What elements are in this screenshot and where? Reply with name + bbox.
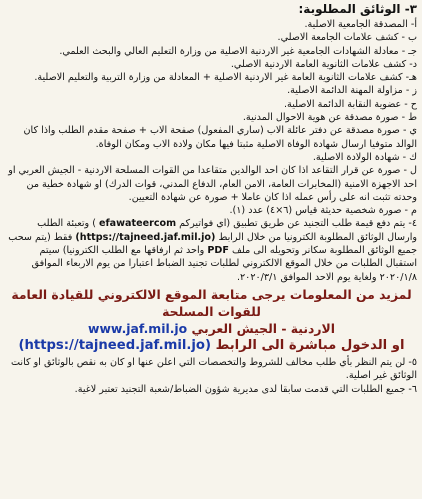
document-item: ل - صورة عن قرار التقاعد اذا كان احد الوالدين متقاعدا من القوات المسلحة الاردنية - الجيش العربي او احد الاجهزة الامنية (المخابرات العامة، الامن العام، الدفاع المدني، قوات الدرك) او شهادة خطية من وحدته تثبت انه على رأس عمله اذا كان عاملا + صورة عن شهادة التعيين. [8,165,417,203]
tajneed-banner-link[interactable]: (https://tajneed.jaf.mil.jo) [18,337,211,353]
document-item: د- كشف علامات الثانوية العامة الاردنية الاصلي. [230,58,417,70]
document-item: أ- المصدقة الجامعية الاصلية. [304,19,417,30]
document-item: ز - مزاولة المهنة الدائمة الاصلية. [287,85,417,97]
document-item: ب - كشف علامات الجامعة الاصلي. [277,32,417,44]
document-item: هـ- كشف علامات الثانوية العامة غير الاردنية الاصلية + المعادلة من وزارة التربية والتعليم الاصلية. [34,72,417,84]
step4-continuation: فقط (يتم سحب جميع الوثائق المطلوبة سكانر وتحويله الى ملف [8,231,417,257]
banner-army-name: الاردنية - الجيش العربي [191,320,335,336]
note-item: ٦- جميع الطلبات التي قدمت سابقا لدى مديرية شؤون الضباط/شعبة التجنيد تعتبر لاغية. [74,383,417,395]
step4-rest: واحد ثم ارفاقها مع الطلب الكترونيا) سيتم استقبال الطلبات من خلال الموقع الالكتروني لطلبات تجنيد الضباط اعتبارا من يوم الاربعاء الموافق ٢٠٢٠/١/٨ ولغاية يوم الاحد الموافق ٢٠٢٠/٣/١. [31,245,417,283]
step4-intro: ٤- يتم دفع قيمة طلب التجنيد عن طريق تطبيق (اي فواتيركم [179,218,417,230]
step4-middle: ) وتعبئة الطلب وارسال الوثائق المطلوبة الكترونيا من خلال الرابط [37,218,417,243]
jaf-website-link[interactable]: www.jaf.mil.jo [88,320,188,336]
document-item: ي - صورة مصدقة عن دفتر عائلة الاب (ساري المفعول) صفحة الاب + صفحة مقدم الطلب واذا كان الوالد متوفيا ارسال شهادة الوفاة الاصلية مثبتا فيها مكان ولادة الاب ومكان الوفاة. [23,125,417,150]
banner-direct-link-text: او الدخول مباشرة الى الرابط [215,337,405,353]
section-heading: ٣- الوثائق المطلوبة: [298,2,417,16]
document-item: ح - عضوية النقابة الدائمة الاصلية. [284,98,417,110]
document-item: ك - شهادة الولادة الاصلية. [312,151,417,163]
document-item: م - صورة شخصية حديثة قياس (٦×٤) عدد (١). [229,205,417,217]
note-item: ٥- لن يتم النظر بأي طلب مخالف للشروط والتخصصات التي اعلن عنها او كان به نقص بالوثائق او كانت الوثائق غير اصلية. [11,356,417,382]
pdf-label: PDF [207,245,229,257]
more-info-banner [6,286,417,355]
document-item: ط - صورة مصدقة عن هوية الاحوال المدنية. [242,112,417,124]
banner-line-1: لمزيد من المعلومات يرجى متابعة الموقع الالكتروني للقيادة العامة للقوات المسلحة [11,286,412,319]
document-item: جـ - معادلة الشهادات الجامعية غير الاردنية الاصلية من وزارة التعليم العالي والبحث العلمي. [59,45,417,57]
closing-notes [6,356,417,396]
banner-line-3 [6,337,417,355]
banner-line-2 [6,320,417,337]
payment-instructions [6,217,417,283]
tajneed-link[interactable]: (https://tajneed.jaf.mil.jo) [75,231,216,243]
required-documents-list [6,18,417,284]
efawateercom-app-name: efawateercom [99,218,177,230]
